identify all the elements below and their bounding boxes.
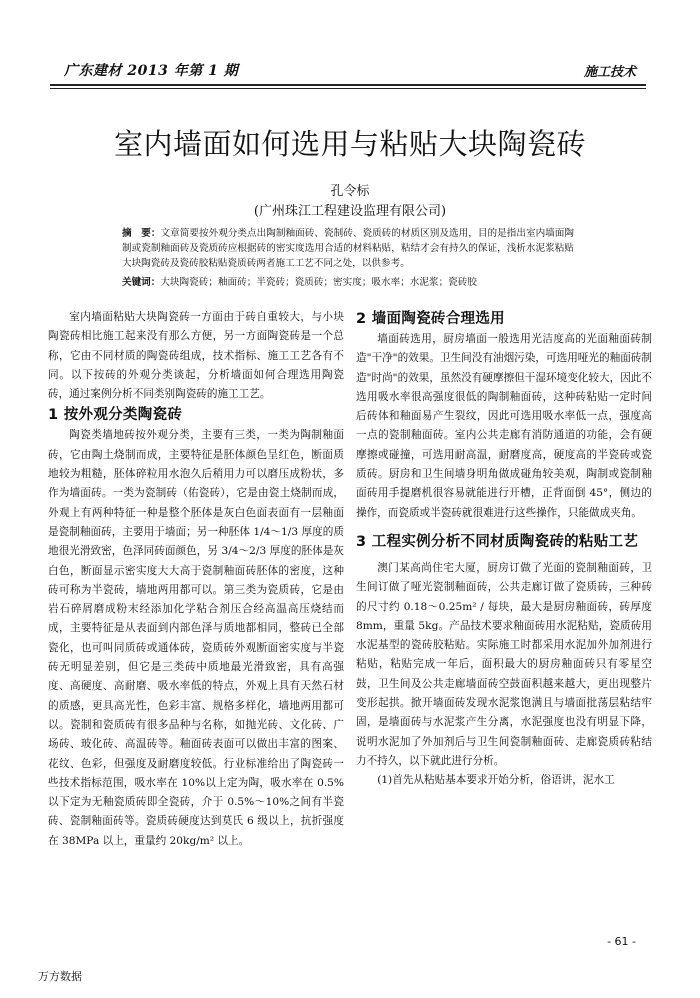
footer-watermark: 万方数据 <box>38 970 82 983</box>
abstract-text: 文章简要按外观分类点出陶制釉面砖、瓷制砖、瓷质砖的材质区别及选用，目的是指出室内墙面陶制或瓷制釉面砖及瓷质砖应根据砖的密实度选用合适的材料粘贴，粘结才会有持久的保证，浅析水泥浆粘贴大块陶瓷砖及瓷砖胶粘贴瓷质砖两者施工工艺不同之处，以供参考。 <box>122 228 575 269</box>
section-3-paragraph: 澳门某高尚住宅大厦，厨房订做了光面的瓷制釉面砖，卫生间订做了哑光瓷制釉面砖，公共走廊订做了瓷质砖，三种砖的尺寸约 0.18～0.25m² / 每块，最大是厨房釉面砖，砖厚度 8mm，重量 5kg。产品技术要求釉面砖用水泥粘贴，瓷质砖用水泥基型的瓷砖胶粘贴。实际施工时都采用水泥加外加剂进行粘贴，粘贴完成一年后，面积最大的厨房釉面砖只有零星空鼓，卫生间及公共走廊墙面砖空鼓面积越来越大，更出现整片变形起拱。掀开墙面砖发现水泥浆饱满且与墙面批荡层粘结牢固，是墙面砖与水泥浆产生分离，水泥强度也没有明显下降，说明水泥加了外加剂后与卫生间瓷制釉面砖、走廊瓷质砖粘结力不持久，以下就此进行分析。 <box>356 561 652 767</box>
section-3-heading: 3 工程实例分析不同材质陶瓷砖的粘贴工艺 <box>356 533 639 550</box>
abstract-label: 摘 要： <box>122 228 161 239</box>
intro-paragraph: 室内墙面粘贴大块陶瓷砖一方面由于砖自重较大，与小块陶瓷砖相比施工起来没有那么方便，另一方面陶瓷砖是一个总称，它由不同材质的陶瓷砖组成，技术指标、施工工艺各有不同。以下按砖的外观分类谈起，分析墙面如何合理选用陶瓷砖，通过案例分析不同类别陶瓷砖的施工工艺。 <box>48 311 344 401</box>
keywords <box>122 275 574 290</box>
keywords-label: 关键词： <box>122 277 161 288</box>
article-title: 室内墙面如何选用与粘贴大块陶瓷砖 <box>113 127 586 161</box>
right-column <box>356 308 652 791</box>
page-number: - 61 - <box>607 935 636 948</box>
affiliation: (广州珠江工程建设监理有限公司) <box>253 204 447 219</box>
left-column <box>48 308 344 851</box>
journal-header: 广东建材 2013 年第 1 期 <box>64 63 239 79</box>
section-2-paragraph: 墙面砖选用，厨房墙面一般选用光洁度高的光面釉面砖制造"干净"的效果。卫生间没有油烟污染，可选用哑光的釉面砖制造"时尚"的效果，虽然没有硬摩擦但干湿环境变化较大，因此不选用吸水率很高强度很低的陶制釉面砖，这种砖粘贴一定时间后砖体和釉面易产生裂纹，因此可选用吸水率低一点，强度高一点的瓷制釉面砖。室内公共走廊有消防通道的功能，会有硬摩擦或碰撞，可选用耐高温，耐磨度高，硬度高的半瓷砖或瓷质砖。厨房和卫生间墙身明角做成碰角较美观，陶制或瓷制釉面砖用手提磨机很容易就能进行开槽，正背面倒 45°，侧边的操作，而瓷质或半瓷砖就很难进行这些操作，只能做成夹角。 <box>356 333 652 519</box>
section-1-heading: 1 按外观分类陶瓷砖 <box>48 407 183 424</box>
header-rule-thin <box>50 88 646 89</box>
keywords-text: 大块陶瓷砖；釉面砖；半瓷砖；瓷质砖；密实度；吸水率；水泥浆；瓷砖胶 <box>160 277 477 288</box>
section-3-item-1: (1)首先从粘贴基本要求开始分析，俗语讲，泥水工 <box>377 774 615 787</box>
section-1-paragraph: 陶瓷类墙地砖按外观分类，主要有三类，一类为陶制釉面砖，它由陶土烧制而成，主要特征是胚体颜色呈红色，断面质地较为粗糙，胚体碎粒用水泡久后稍用力可以磨压成粉状，多作为墙面砖。一类为瓷制砖（佑瓷砖），它是由瓷土烧制而成，外观上有两种特征一种是整个胚体是灰白色面表面有一层釉面是瓷制釉面砖，主要用于墙面；另一种胚体 1/4～1/3 厚度的质地很光滑致密，色泽同砖面颜色，另 3/4～2/3 厚度的胚体是灰白色，断面显示密实度大大高于瓷制釉面砖胚体的密度，这种砖可称为半瓷砖，墙地两用都可以。第三类为瓷质砖，它是由岩石碎屑磨成粉末经添加化学粘合剂压合经高温高压烧结而成，主要特征是从表面到内部色泽与质地都相同，整砖已全部瓷化，也可叫同质砖或通体砖，瓷质砖外观断面密实度与半瓷砖无明显差别，但它是三类砖中质地最光滑致密，具有高强度、高硬度、高耐磨、吸水率低的特点，外观上具有天然石材的质感，更具高光性，色彩丰富、规格多样化，墙地两用都可以。瓷制和瓷质砖有很多品种与名称，如抛光砖、文化砖、广场砖、玻化砖、高温砖等。釉面砖表面可以做出丰富的图案、花纹、色彩，但强度及耐磨度较低。行业标准给出了陶瓷砖一些技术指标范围，吸水率在 10%以上定为陶，吸水率在 0.5%以下定为无釉瓷质砖即全瓷砖，介于 0.5%～10%之间有半瓷砖、瓷制釉面砖等。瓷质砖硬度达到莫氏 6 级以上，抗折强度在 38MPa 以上，重量约 20kg/m² 以上。 <box>48 429 344 847</box>
header-rule-thick <box>50 84 646 86</box>
abstract <box>122 226 574 271</box>
section-2-heading: 2 墙面陶瓷砖合理选用 <box>356 311 505 327</box>
section-header: 施工技术 <box>583 65 636 80</box>
author: 孔令标 <box>330 184 370 199</box>
